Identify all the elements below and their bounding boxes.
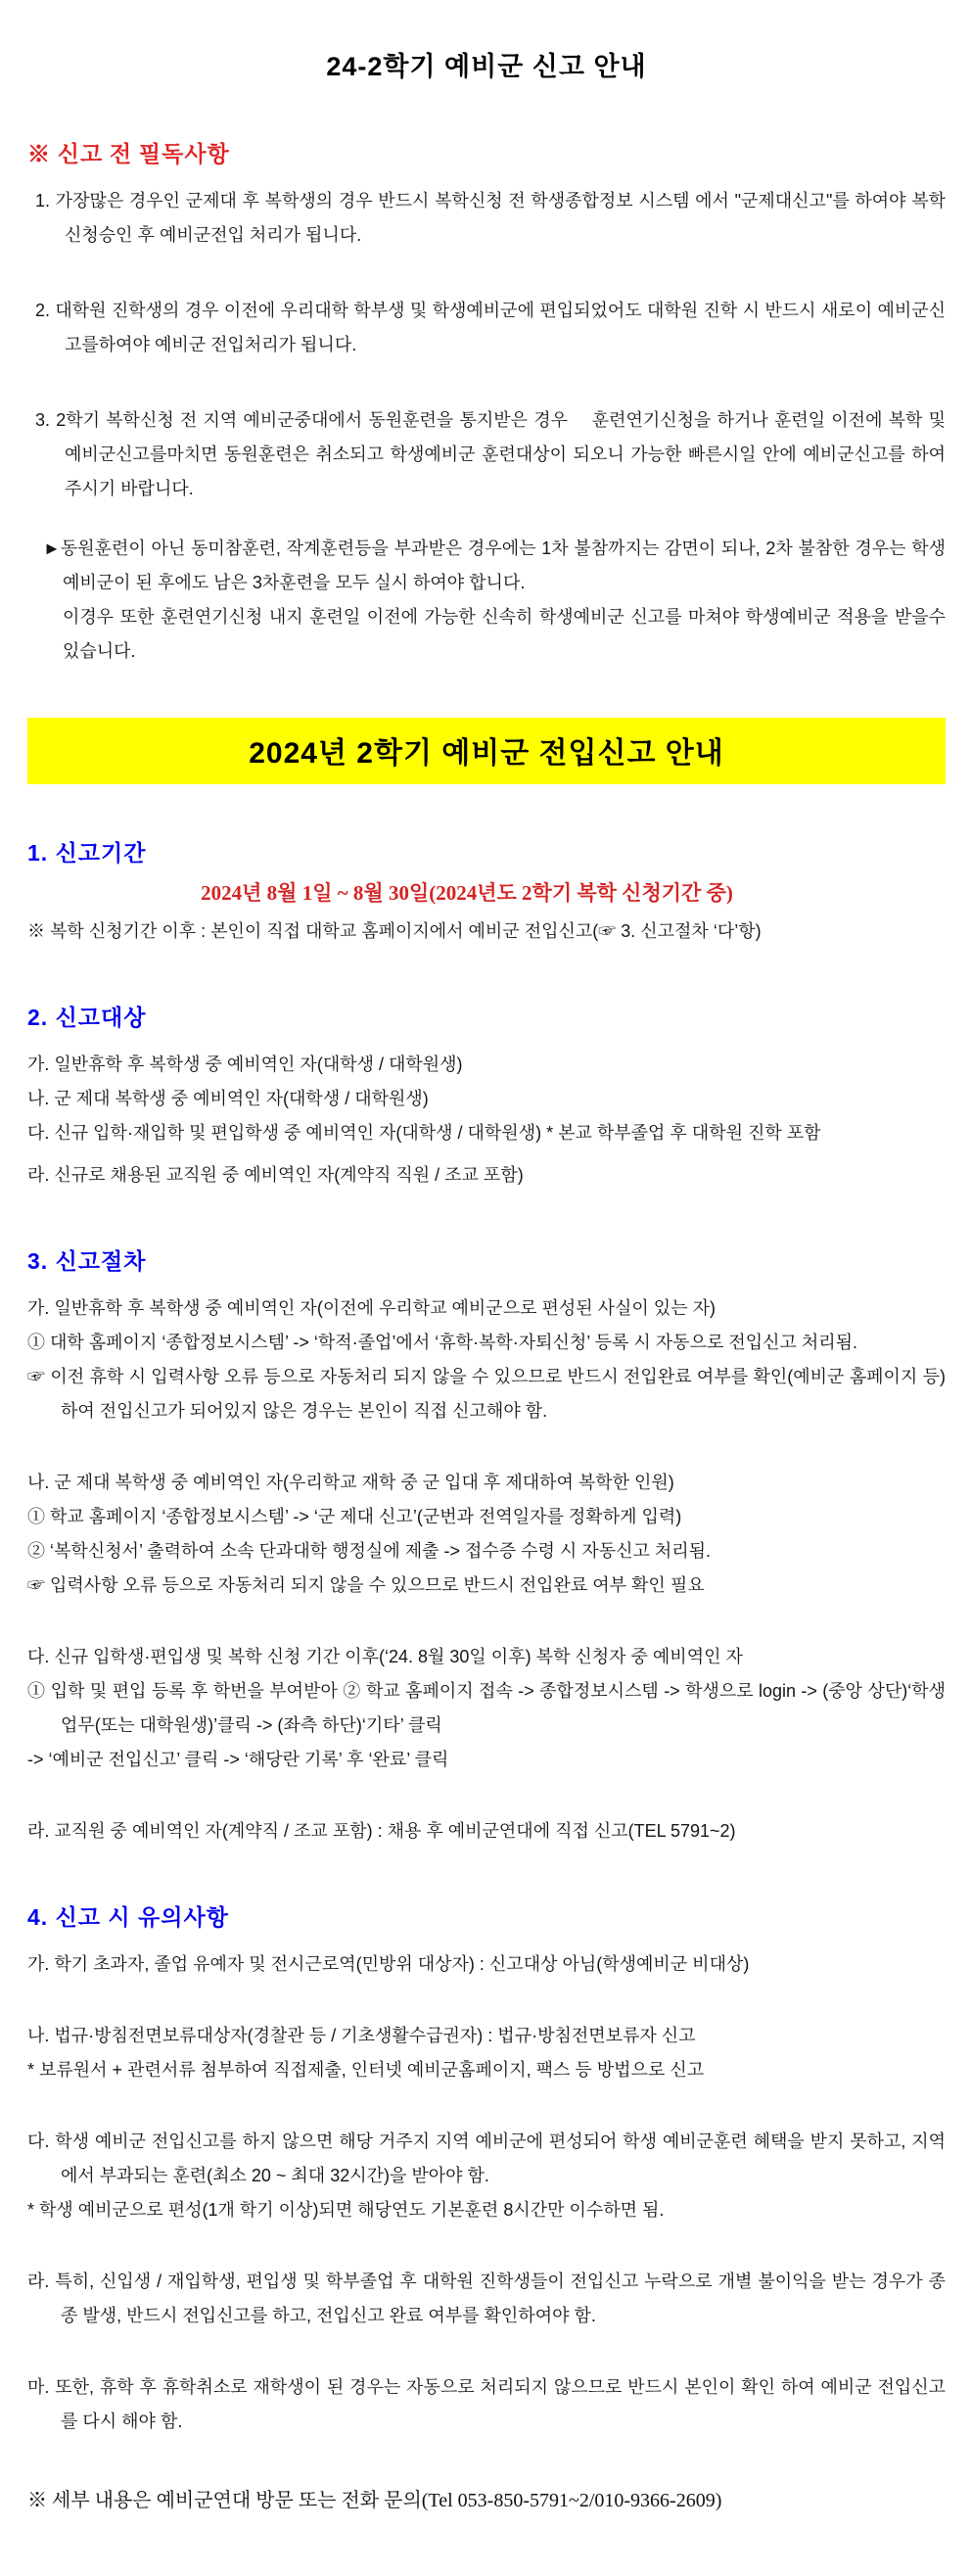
contact-footer: ※ 세부 내용은 예비군연대 방문 또는 전화 문의(Tel 053-850-5791~2/010-9366-2609) xyxy=(27,2490,722,2511)
notice-item-2: 2. 대학원 진학생의 경우 이전에 우리대학 학부생 및 학생예비군에 편입되었어도 대학원 진학 시 반드시 새로이 예비군신고를하여야 예비군 전입처리가 됩니다. xyxy=(35,301,946,354)
target-item-na: 나. 군 제대 복학생 중 예비역인 자(대학생 / 대학원생) xyxy=(27,1089,429,1108)
section-heading-procedure: 3. 신고절차 xyxy=(27,1248,147,1274)
training-exemption-note: ►동원훈련이 아닌 동미참훈련, 작계훈련등을 부과받은 경우에는 1차 불참까지는 감면이 되나, 2차 불참한 경우는 학생예비군이 된 후에도 남은 3차훈련을 모두 실시 하여야 합니다. xyxy=(43,539,946,592)
procedure-a-step-1: ① 대학 홈페이지 ‘종합정보시스템’ -> ‘학적·졸업’에서 ‘휴학·복학·자퇴신청’ 등록 시 자동으로 전입신고 처리됨. xyxy=(27,1333,858,1352)
section-heading-target: 2. 신고대상 xyxy=(27,1005,147,1030)
procedure-b-step-2: ② ‘복학신청서’ 출력하여 소속 단과대학 행정실에 제출 -> 접수증 수령 시 자동신고 처리됨. xyxy=(27,1541,712,1561)
caution-da-training-note: * 학생 예비군으로 편성(1개 학기 이상)되면 해당연도 기본훈련 8시간만 이수하면 됨. xyxy=(27,2200,665,2220)
mobilization-training-note xyxy=(43,532,946,669)
caution-na-method-note: * 보류원서 + 관련서류 첨부하여 직접제출, 인터넷 예비군홈페이지, 팩스 등 방법으로 신고 xyxy=(27,2060,705,2080)
section-heading-period: 1. 신고기간 xyxy=(27,840,147,866)
period-note: ※ 복학 신청기간 이후 : 본인이 직접 대학교 홈페이지에서 예비군 전입신고(☞ 3. 신고절차 ‘다’항) xyxy=(27,921,762,941)
training-deferral-note: 이경우 또한 훈련연기신청 내지 훈련일 이전에 가능한 신속히 학생예비군 신고를 마쳐야 학생예비군 적용을 받을수 있습니다. xyxy=(63,607,946,661)
procedure-b-step-1: ① 학교 홈페이지 ‘종합정보시스템’ -> ‘군 제대 신고’(군번과 전역일자를 정확하게 입력) xyxy=(27,1507,682,1526)
caution-item-ma: 마. 또한, 휴학 후 휴학취소로 재학생이 된 경우는 자동으로 처리되지 않으므로 반드시 본인이 확인 하여 예비군 전입신고를 다시 해야 함. xyxy=(27,2377,946,2431)
procedure-c-step-1: ① 입학 및 편입 등록 후 학번을 부여받아 ② 학교 홈페이지 접속 -> 종합정보시스템 -> 학생으로 login -> (중앙 상단)‘학생업무(또는 대학원생)’클릭 -> (좌측 하단)‘기타’ 클릭 xyxy=(27,1681,946,1735)
target-item-ra: 라. 신규로 채용된 교직원 중 예비역인 자(계약직 직원 / 조교 포함) xyxy=(27,1165,524,1185)
notice-item-1: 1. 가장많은 경우인 군제대 후 복학생의 경우 반드시 복학신청 전 학생종합정보 시스템 에서 "군제대신고"를 하여야 복학신청승인 후 예비군전입 처리가 됩니다. xyxy=(35,191,946,245)
procedure-a-item: 가. 일반휴학 후 복학생 중 예비역인 자(이전에 우리학교 예비군으로 편성된 사실이 있는 자) xyxy=(27,1298,716,1318)
document-title: 24-2학기 예비군 신고 안내 xyxy=(326,52,647,81)
procedure-c-item: 다. 신규 입학생·편입생 및 복학 신청 기간 이후(‘24. 8월 30일 이후) 복학 신청자 중 예비역인 자 xyxy=(27,1647,743,1666)
caution-item-ga: 가. 학기 초과자, 졸업 유예자 및 전시근로역(민방위 대상자) : 신고대상 아님(학생예비군 비대상) xyxy=(27,1954,750,1974)
caution-item-da: 다. 학생 예비군 전입신고를 하지 않으면 해당 거주지 지역 예비군에 편성되어 학생 예비군훈련 혜택을 받지 못하고, 지역에서 부과되는 훈련(최소 20 ~ 최대 32시간)을 받아야 함. xyxy=(27,2131,946,2185)
target-item-ga: 가. 일반휴학 후 복학생 중 예비역인 자(대학생 / 대학원생) xyxy=(27,1054,463,1074)
section-heading-caution: 4. 신고 시 유의사항 xyxy=(27,1904,229,1930)
report-period-text: 2024년 8월 1일 ~ 8월 30일(2024년도 2학기 복학 신청기간 중) xyxy=(201,881,733,905)
caution-item-ra: 라. 특히, 신입생 / 재입학생, 편입생 및 학부졸업 후 대학원 진학생들이 전입신고 누락으로 개별 불이익을 받는 경우가 종종 발생, 반드시 전입신고를 하고, 전입신고 완료 여부를 확인하여야 함. xyxy=(27,2272,946,2325)
caution-item-na: 나. 법규·방침전면보류대상자(경찰관 등 / 기초생활수급권자) : 법규·방침전면보류자 신고 xyxy=(27,2026,696,2045)
notice-item-3: 3. 2학기 복학신청 전 지역 예비군중대에서 동원훈련을 통지받은 경우 훈련연기신청을 하거나 훈련일 이전에 복학 및 예비군신고를마치면 동원훈련은 취소되고 학생예비군 훈련대상이 되오니 가능한 빠른시일 안에 예비군신고를 하여주시기 바랍니다. xyxy=(35,410,946,498)
procedure-c-step-2: -> ‘예비군 전입신고’ 클릭 -> ‘해당란 기록’ 후 ‘완료’ 클릭 xyxy=(27,1750,449,1769)
yellow-banner xyxy=(27,718,946,784)
banner-title: 2024년 2학기 예비군 전입신고 안내 xyxy=(249,737,724,770)
procedure-a-check-note: ☞ 이전 휴학 시 입력사항 오류 등으로 자동처리 되지 않을 수 있으므로 반드시 전입완료 여부를 확인(예비군 홈페이지 등)하여 전입신고가 되어있지 않은 경우는 본인이 직접 신고해야 함. xyxy=(27,1367,946,1421)
procedure-b-check-note: ☞ 입력사항 오류 등으로 자동처리 되지 않을 수 있으므로 반드시 전입완료 여부 확인 필요 xyxy=(27,1575,705,1595)
pre-report-notice-heading: ※ 신고 전 필독사항 xyxy=(27,142,230,166)
target-item-da: 다. 신규 입학·재입학 및 편입학생 중 예비역인 자(대학생 / 대학원생) * 본교 학부졸업 후 대학원 진학 포함 xyxy=(27,1123,821,1143)
procedure-d-item: 라. 교직원 중 예비역인 자(계약직 / 조교 포함) : 채용 후 예비군연대에 직접 신고(TEL 5791~2) xyxy=(27,1821,736,1841)
procedure-b-item: 나. 군 제대 복학생 중 예비역인 자(우리학교 재학 중 군 입대 후 제대하여 복학한 인원) xyxy=(27,1473,674,1492)
